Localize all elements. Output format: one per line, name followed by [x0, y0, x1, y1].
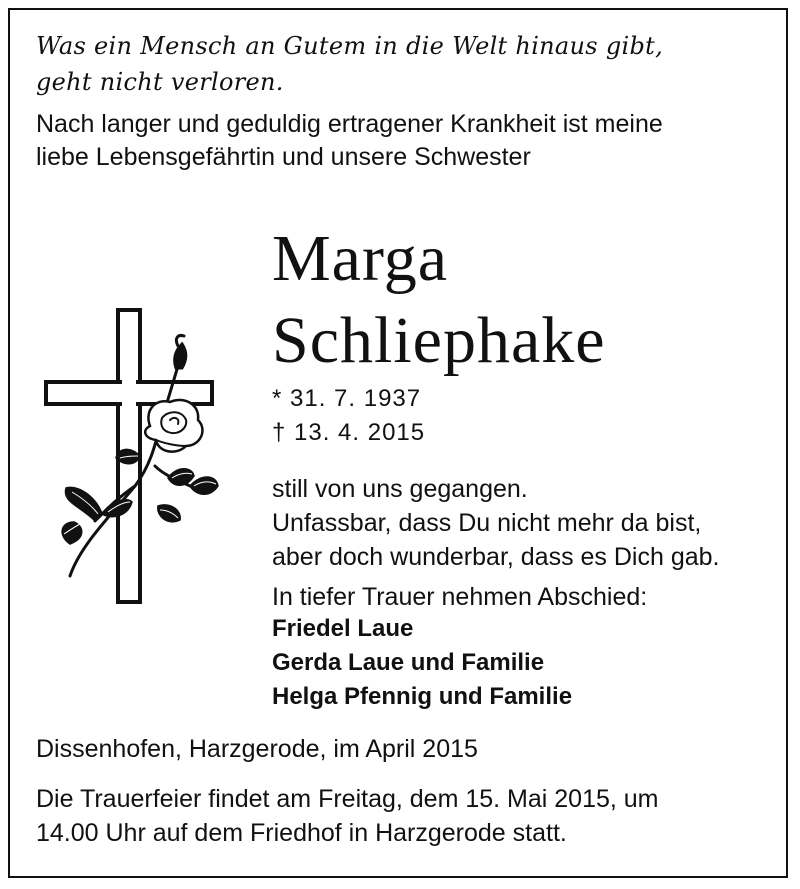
intro-line: liebe Lebensgefährtin und unsere Schwester: [36, 143, 531, 171]
place-and-date: Dissenhofen, Harzgerode, im April 2015: [36, 735, 478, 763]
funeral-line: Die Trauerfeier findet am Freitag, dem 15. Mai 2015, um: [36, 785, 659, 813]
life-dates: [272, 382, 425, 450]
motto-quote: [36, 28, 756, 100]
mourners-list: [272, 612, 572, 714]
deceased-last-name: Schliephake: [272, 304, 606, 377]
motto-line: geht nicht verloren.: [36, 68, 284, 96]
deceased-first-name: Marga: [272, 222, 449, 295]
death-date: † 13. 4. 2015: [272, 419, 426, 446]
birth-date: * 31. 7. 1937: [272, 385, 422, 412]
intro-line: Nach langer und geduldig ertragener Krankheit ist meine: [36, 110, 663, 138]
intro-text: [36, 108, 756, 174]
motto-line: Was ein Mensch an Gutem in die Welt hinaus gibt,: [36, 32, 664, 60]
mourner-name: Friedel Laue: [272, 615, 414, 642]
passing-line: aber doch wunderbar, dass es Dich gab.: [272, 543, 720, 571]
mourner-name: Gerda Laue und Familie: [272, 649, 545, 676]
mourners-intro: In tiefer Trauer nehmen Abschied:: [272, 583, 648, 611]
mourner-name: Helga Pfennig und Familie: [272, 683, 573, 710]
passing-line: Unfassbar, dass Du nicht mehr da bist,: [272, 509, 702, 537]
funeral-line: 14.00 Uhr auf dem Friedhof in Harzgerode statt.: [36, 819, 567, 847]
funeral-notice: [36, 782, 756, 850]
passing-line: still von uns gegangen.: [272, 475, 528, 503]
passing-statement: [272, 472, 772, 574]
deceased-name: [272, 218, 606, 382]
cross-with-rose-icon: [40, 306, 220, 606]
